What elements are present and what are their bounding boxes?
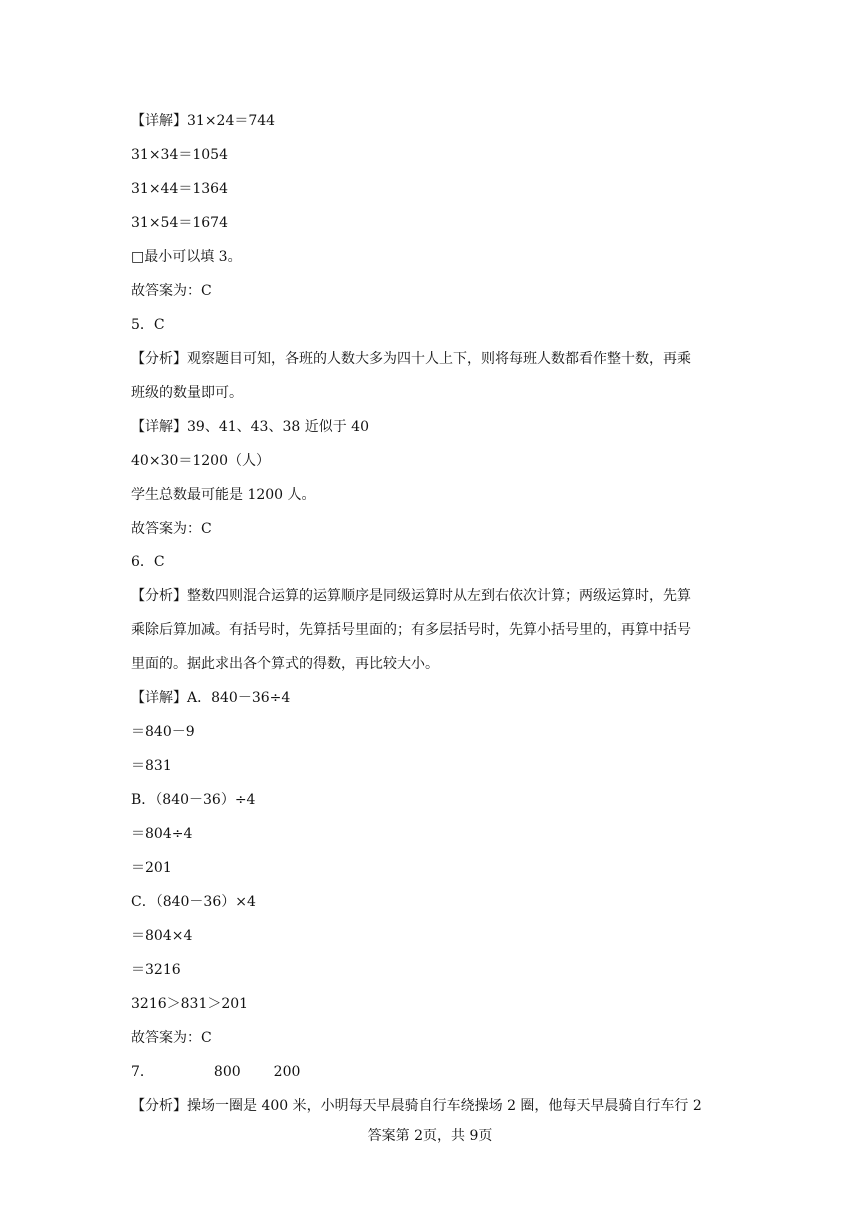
question-number: 7． bbox=[131, 1064, 154, 1080]
text-line: 故答案为：C bbox=[131, 283, 212, 299]
text-line: 学生总数最可能是 1200 人。 bbox=[131, 487, 316, 503]
text-line: 【分析】操场一圈是 400 米，小明每天早晨骑自行车绕操场 2 圈，他每天早晨骑自行车行 2 bbox=[131, 1098, 702, 1114]
text-line: 31×54＝1674 bbox=[131, 215, 228, 231]
answer-blank-1: 800 bbox=[213, 1064, 241, 1080]
text-line: 故答案为：C bbox=[131, 1030, 212, 1046]
text-line: C．（840－36）×4 bbox=[131, 894, 256, 910]
question-number: 5．C bbox=[131, 317, 165, 333]
text-line: 里面的。据此求出各个算式的得数，再比较大小。 bbox=[131, 656, 439, 672]
page-footer: 答案第 2页，共 9页 bbox=[367, 1128, 493, 1144]
text-line: 【详解】39、41、43、38 近似于 40 bbox=[131, 419, 369, 435]
text-line: 31×44＝1364 bbox=[131, 181, 228, 197]
text-line: 班级的数量即可。 bbox=[131, 385, 243, 401]
text-line: 【详解】A．840－36÷4 bbox=[131, 690, 291, 706]
text-line: □最小可以填 3。 bbox=[131, 249, 242, 265]
text-line: ＝840－9 bbox=[131, 724, 195, 740]
text-line: 31×34＝1054 bbox=[131, 147, 228, 163]
text-line: 3216＞831＞201 bbox=[131, 996, 249, 1012]
text-line: ＝201 bbox=[131, 860, 172, 876]
question-number: 6．C bbox=[131, 554, 165, 570]
text-line: 乘除后算加减。有括号时，先算括号里面的；有多层括号时，先算小括号里的，再算中括号 bbox=[131, 622, 691, 638]
text-line: 【分析】观察题目可知，各班的人数大多为四十人上下，则将每班人数都看作整十数，再乘 bbox=[131, 351, 691, 367]
text-line: ＝3216 bbox=[131, 962, 181, 978]
text-line: 【详解】31×24＝744 bbox=[131, 113, 276, 129]
text-line: ＝804×4 bbox=[131, 928, 193, 944]
text-line: 【分析】整数四则混合运算的运算顺序是同级运算时从左到右依次计算；两级运算时，先算 bbox=[131, 588, 691, 604]
text-line: B．（840－36）÷4 bbox=[131, 792, 256, 808]
answer-blank-2: 200 bbox=[273, 1064, 301, 1080]
text-line: 40×30＝1200（人） bbox=[131, 453, 270, 469]
text-line: 故答案为：C bbox=[131, 521, 212, 537]
text-line: ＝804÷4 bbox=[131, 826, 193, 842]
text-line: ＝831 bbox=[131, 758, 172, 774]
question-7-answers bbox=[131, 1062, 300, 1082]
